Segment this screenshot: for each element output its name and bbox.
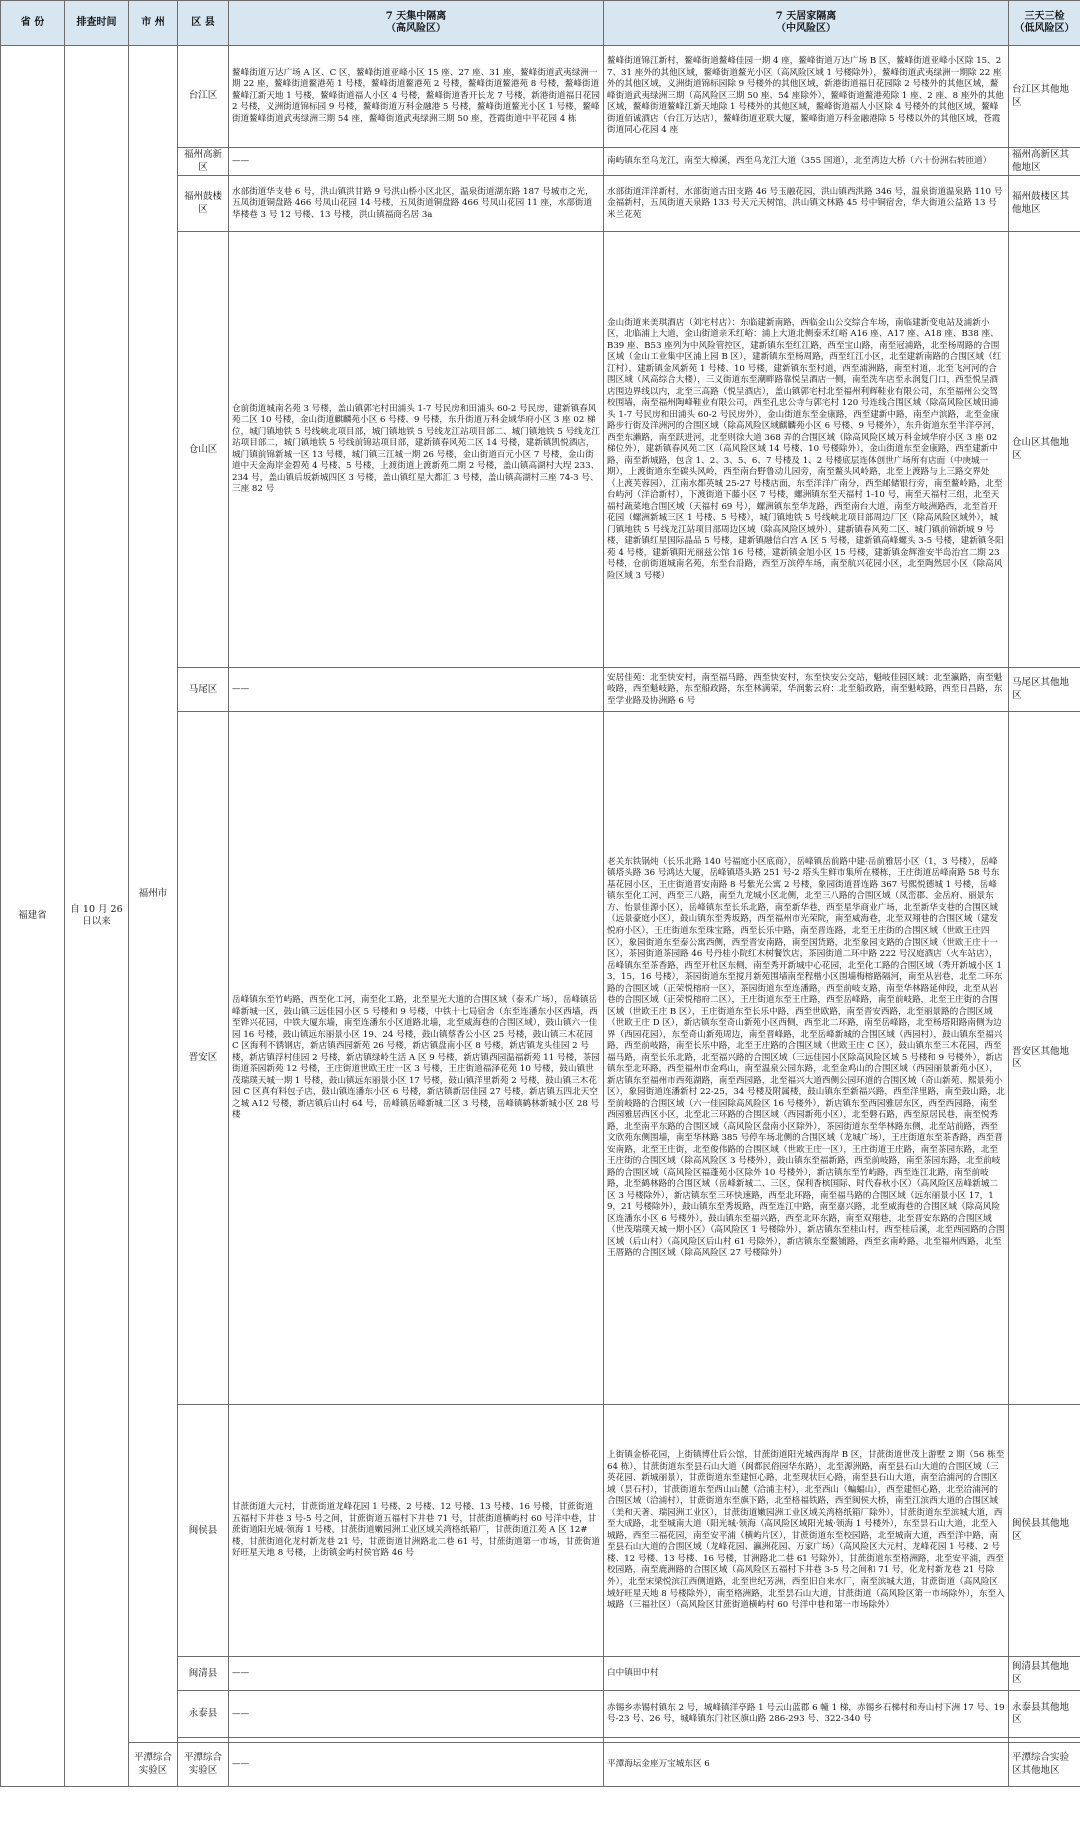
high-risk-cell: 岳峰镇东至竹屿路，西至化工河，南至化工路，北至星光大道的合围区域（泰禾广场），岳峰镇岳峰新城一区，鼓山镇三远佳园小区 5 号楼和 9 号楼，中铁十七局宿舍（东至连潘东小区西墙，西至铧兴花园，中铁大厦东墙，南至连潘东小区道路北墙，北至威海巷的合围区域），鼓山镇六一佳园 16 号楼，鼓山镇远东丽景小区 19、24 号楼，鼓山镇蔡香公小区 25 号楼，鼓山镇三木花园 C 区海利不锈钢店，新店镇西园新苑 26 号楼，新店镇盘南小区 8 号楼，新店镇龙头佳园 2 号楼，新店镇浮村佳园 2 号楼，新店镇绿岭生活 A 区 9 号楼，新店镇西园温福新苑 11 号楼，茶园街道茶园新苑 12 号楼，王庄街道世欧王庄一区 3 号楼，王庄街道福泽花苑 10 号楼，鼓山镇世茂瑞璞天城一期 1 号楼，鼓山镇远东丽景小区 17 号楼，鼓山镇洋里新苑 2 号楼，鼓山镇三木花园 C 区真有料包子店，鼓山镇连潘东小区 6 号楼，新店镇新居佳园 27 号楼，新店镇五四北天空之城 A12 号楼，新店镇后山村 64 号，岳峰镇岳峰新城二区 3 号楼，岳峰镇鹤林新城小区 28 号楼 [229,712,604,1405]
header-check-time: 排查时间 [65,1,129,46]
low-risk-cell: 平潭综合实验区其他地区 [1009,1743,1080,1787]
district-cell: 马尾区 [178,668,229,712]
mid-risk-cell: 安居佳苑：北至快安村，南至福马路，西至快安村，东至快安公交站，魁岐佳园区域：北至瀛路，南至魁岐路，西至魁岐路，东至船政路，东至林满荣，华润紫云府：北至船政路，南至魁岐路，西至日昌路，东至学业路及协洲路 6 号 [604,668,1009,712]
low-risk-cell: 晋安区其他地区 [1009,712,1080,1405]
high-risk-cell: 甘蔗街道大元村，甘蔗街道龙峰花园 1 号楼、2 号楼、12 号楼、13 号楼、16 号楼，甘蔗街道五福村下井巷 3 号-5 号之间，甘蔗街道五福村下井巷 71 号，甘蔗街道横屿村 60 号洋中巷，甘蔗街道阳光城·领海 1 号楼，甘蔗街道嫩园洲工业区域关湾格纸箱厂，甘蔗街道江苑 A 区 12#楼，甘蔗街道化龙村新龙巷 21 号，甘蔗街道甘洲路北二巷 61 号，甘蔗街道第一市场，甘蔗街道好旺星天地 8 号楼，上街镇金屿村侯官路 46 号 [229,1405,604,1657]
district-cell: 福州高新区 [178,148,229,176]
city-cell: 平潭综合实验区 [129,1743,178,1787]
mid-risk-cell: 鳌峰街道锦江新村，鳌峰街道鳌峰佳园一期 4 座，鳌峰街道万达广场 B 区，鳌峰街道亚峰小区除 15、27、31 座外的其他区域，鳌峰街道鳌光小区（高风险区域 1 号楼除外），鳌峰街道武夷绿洲一期除 22 座外的其他区域，义洲街道锦标园除 9 号楼外的其他区域，新港街道福日花园除 2 号楼外的其他区域，鳌峰街道武夷绿洲三期（高风险区三期 50 座、54 座除外），鳌峰街道鳌港苑除 1 座、2 座、8 座外的其他区域，鳌峰街道鳌峰江新天地除 1 号楼外的其他区域，鳌峰街道福人小区除 4 号楼外的其他区域，鳌峰街道佰诚酒店（台江万达店），鳌峰街道亚联大厦，鳌峰街道万科金融港除 5 号楼以外的其他区域，苍霞街道同心花园 4 座 [604,46,1009,148]
low-risk-cell: 永泰县其他地区 [1009,1691,1080,1738]
mid-risk-cell: 上街镇金桥花园，上街镇博仕后公馆，甘蔗街道阳光城西海岸 B 区，甘蔗街道世茂上游墅 2 期（56 栋至 64 栋），甘蔗街道东至县石山大道（闽都民俗园华东路），北至源洲路，南至县石山大道的合围区域（三英花园、新城丽景），甘蔗街道东至建恒心路，北至现状巨心路，南至县石山大道，南至洽浦河的合围区域（昙石村），甘蔗街道东至西山山麓（洽浦主村），北至西山（蝙蝠山），西至建恒心路，北至洽浦河的合围区域（洽浦村），甘蔗街道东至旗下路，北至格福铁路，西至闽侯大桥，南至江滨西大道的合围区域（美和天著、瑞园洲工业区），甘蔗街道嫩园洲工业区域关湾格纸箱厂除外），甘蔗街道东至滨城大道，西至大成路，北至城南大道（阳光城·领海（高风险区域阳光城·领海 1 号楼外），东至昙石山大道，北至入城路，西至三福花园，南至安平浦（横屿片区），甘蔗街道东至校园路，北至城南大道，西至洋中路，南至县石山大道的合围区域（龙峰花园、瀛洲花园、万家广场）（高风险区大元村，龙峰花园 1 号楼、2 号楼、12 号楼、13 号楼、16 号楼，甘洲路北二巷 61 号除外），甘蔗街道东至格洲路，北至安平浦，西至校园路，南至鹿洲路的合围区域（高风险区五福村下井巷 3-5 号之间和 71 号，化龙村新龙巷 21 号除外），北至宋梁悦滨江西侧道路，北至世纪芳洲，西至旧自来水厂，南至滨城大道，甘蔗街道（高风险区域好旺星天地 8 号楼除外），南至格洲路，北至昙石山大道，甘蔗街道（高风险区第一市场除外），东至入城路（三福社区）（高风险区甘蔗街道横屿村 60 号洋中巷和第一市场除外） [604,1405,1009,1657]
header-high-risk: 7 天集中隔离 （高风险区） [229,1,604,46]
high-risk-cell: —— [229,148,604,176]
low-risk-cell: 闽清县其他地区 [1009,1657,1080,1691]
high-risk-cell: 仓前街道城南名苑 3 号楼，盖山镇郭宅村田浦头 1-7 号民房和田浦头 60-2 号民房，建新镇春风苑二区 10 号楼，金山街道麒麟苑小区 6 号楼、9 号楼，东升街道万科金域华府小区 3 座 02 梯位，城门镇地铁 5 号线峡北项目部，城门镇地铁 5 号线龙江站项目部二、城门镇地铁 5 号线龙江站项目部二，城门镇地铁 5 号线前锦站项目部，建新镇春风苑二区 14 号楼，建新镇凯悦酒店，城门镇前锦新城一区 13 号楼，城门镇三江城一期 26 号楼，金山街道百元小区 7 号楼，金山街道中天金海岸金碧苑 4 号楼、5 号楼，上渡街道上渡新苑二期 2 号楼，盖山镇高湖村大埕 233、234 号，盖山镇后坂新城四区 3 号楼，盖山镇红星大都汇 3 号楼，盖山镇高湖村三座 74-3 号、三座 82 号 [229,232,604,668]
low-risk-cell: 台江区其他地区 [1009,46,1080,148]
header-low-risk: 三天三检 （低风险区） [1009,1,1080,46]
district-cell: 台江区 [178,46,229,148]
district-cell: 永泰县 [178,1691,229,1738]
table-row [1,46,1080,148]
low-risk-cell: 福州鼓楼区其他地区 [1009,176,1080,232]
check-time-cell: 自 10 月 26 日以来 [65,46,129,1787]
province-cell: 福建省 [1,46,65,1787]
header-city: 市 州 [129,1,178,46]
low-risk-cell: 仓山区其他地区 [1009,232,1080,668]
high-risk-cell: —— [229,1691,604,1738]
high-risk-cell: 水部街道华支巷 6 号，洪山镇洪甘路 9 号洪山桥小区北区，温泉街道湖东路 187 号城市之光，五凤街道铜盘路 466 号凤山花园 14 号楼，五凤街道铜盘路 466 号凤山花园 11 座，水部街道华楼巷 3 号 12 号楼、13 号楼，洪山镇福商名居 3a [229,176,604,232]
district-cell: 闽侯县 [178,1405,229,1657]
mid-risk-cell: 白中镇田中村 [604,1657,1009,1691]
low-risk-cell: 闽侯县其他地区 [1009,1405,1080,1657]
high-risk-cell: —— [229,1743,604,1787]
mid-risk-cell: 老关东铁锅炖（长乐北路 140 号福庭小区底商），岳峰镇岳前路中建·岳前雅居小区（1，3 号楼），岳峰镇塔头路 36 号鸿达大厦，岳峰镇塔头路 251 号-2 塔头生鲜市集所在楼栋，王庄街道岳峰南路 58 号东基花园小区，王庄街道晋安南路 8 号紫光公寓 2 号楼，象园街道晋连路 367 号熙悦德城 1 号楼，岳峰镇东至化工河，西至三八路，南至九龙城小区北侧，北至三八路的合围区域（凤峦郡、金岳府、丽景东方、怡景佳源小区），岳峰镇东至长乐北路，南至新华巷，西至星华商业广场，北至新华支巷的合围区域（远景豪庭小区），鼓山镇东至秀坂路，西至福州市光荣院，南至威海巷，北至双翔巷的合围区域（建发悦府小区），王庄街道东至珠宝路，西至长乐中路，南至晋连路，北至王庄街的合围区域（世欧王庄四区），象园街道东至泰公寓西侧，西至晋安南路，南至国货路，北至象园支路的合围区域（世欧王庄十一区），茶园街道茶园路 46 号丹桂小院红木树餐饮店，茶园街道二环中路 222 号汉庭酒店（火车站店），岳峰镇东至茶香路，西至开杜区东侧，南至秀开新城中心花园，北至化工路的合围区域（秀开新城小区 13，15，16 号楼），茶园街道东至搅月新苑围墙南至程楷小区围墙梅榕路隔河，南至从岩巷，北至二环东路的合围区域（正荣悦榕府一区），茶园街道东至连潘路，西至前岐支路，南至华林路延伸段，北至从岩巷的合围区域（正荣悦榕府二区），王庄街道东至王庄路，西至岳峰路，南至前岐路，北至王庄街的合围区域（世欧王庄 B 区），王庄街道东至长乐中路，西至世欧路，南至晋安西路，北至丽景路的合围区域（世欧王庄 D 区），新店镇东至奇山新苑小区西侧，西至北二环路，南至岳峰路，北至杨塔阳路南侧为边界（西园花园），东至奇山新苑周边，南至晋峰路，北至岳峰新城的合围区域（西园村），鼓山镇东至福兴路，西至前岐路，南至长乐中路，北至王庄路的合围区域（世欧王庄 C 区），鼓山镇东至三木花园，西至福马路，南至长乐北路，北至福兴路的合围区域（三远佳园小区除高风险区域 5 号楼和 9 号楼外），新店镇东至北环路，西至福州市金鸡山，南至温泉公园东路，北至金鸡山的合围区域（西园丽景新苑小区），新店镇东至福州市西苑湖路，南至西园路，北至福兴大道西侧公园环道的合围区域（奇山新苑、熙景苑小区），象园街道连潘新村 22-25，34 号楼及附属楼，鼓山镇东至新福兴路，西至洋里路，南至鼓山路，北至前岐路的合围区域（六一佳园除高风险区 16 号楼外），新店镇东至西园雅居东区，西至西园路，南至西园雅居西区小区，北至北三环路的合围区域（西园新苑小区），北至磐石路，西至原居民巷，南至悦秀路，北至南平东路的合围区域（高风险区盘南小区除外），茶园街道东至华林路东侧，北至站前路，西至文欣苑东侧围墙，南至华林路 385 号停车场北侧的合围区域（龙城广场），王庄街道东至茶香路，西至晋安南路，北至王庄街，北至俊伟路的合围区域（世欧王庄一区），王庄街道王庄路，南至茶园东路，北至王庄街的合围区域（除高风险区 3 号楼外），鼓山镇东至福新路，西至前岐路，南至茶园东路，北至前岐路的合围区域（高风险区福蓬苑小区除外 10 号楼外），新店镇东至竹屿路，西至连江北路，南至前岐路，北至鹤林路的合围区域（岳峰新城二、三区，保利香槟国际、时代春秋小区）（高风险区岳峰新城二区 3 号楼除外），新店镇东至三环快速路，西至北环路，南至福马路的合围区域（远东丽景小区 17，19，21 号楼除外），鼓山镇东至秀坂路，西至连江中路，南至嘉兴路，北至威海巷的合围区域（除高风险区连潘东小区 6 号楼外），鼓山镇东至福兴路，西至北环东路，南至双翔巷，北至晋安东路的合围区域（世茂瑞璞天城一期小区）（高风险区 1 号楼除外），新店镇东至桂山村，西至桂后溪，北至西园路的合围区域（后山村）（高风险区后山村 61 号除外），新店镇东至鳌铺路，西至玄南岭路，北至福州西路，北至王厝路的合围区域（除高风险区 27 号楼除外） [604,712,1009,1405]
header-district: 区 县 [178,1,229,46]
city-cell: 福州市 [129,46,178,1743]
mid-risk-cell: 南屿镇东至乌龙江，南至大樟溪，西至乌龙江大道（355 国道），北至湾边大桥（六十份洲右转匝道） [604,148,1009,176]
district-cell: 晋安区 [178,712,229,1405]
high-risk-cell: 鳌峰街道万达广场 A 区、C 区，鳌峰街道亚峰小区 15 座、27 座、31 座，鳌峰街道武夷绿洲一期 22 座，鳌峰街道鳌港苑 1 号楼，鳌峰街道鳌港苑 2 号楼，鳌峰街道鳌港苑 8 号楼，鳌峰街道鳌峰江新天地 1 号楼，鳌峰街道福人小区 4 号楼，鳌峰街道香开长龙 7 号楼，新港街道福日花园 2 号楼，义洲街道锦标园 9 号楼，鳌峰街道万科金融港 5 号楼，鳌峰街道鳌光小区 1 号楼，鳌峰街道鳌峰街道武夷绿洲三期 54 座，鳌峰街道武夷绿洲三期 50 座，苍霞街道中平花园 4 栋 [229,46,604,148]
table-row [1,1743,1080,1787]
table-header-row [1,1,1080,46]
low-risk-cell: 马尾区其他地区 [1009,668,1080,712]
mid-risk-cell: 金山街道来美琪酒店（刘宅村店）：东临建新南路，西临金山公交综合车场，南临建新变电站及浦新小区，北临浦上大道，金山街道亲禾红峪：浦上大道北侧泰禾红峪 A16 座、A17 座、A18 座、B38 座、B39 座、B53 座列为中风险管控区，建新镇东至红江路，西至宝山路，南至冠浦路，北至杨周路的合围区域（金山工业集中区浦上园 B 区），建新镇东至杨周路，西至红江小区，北至建新南路的合围区域（红江村），建新镇金风新苑 1 号楼、10 号楼，建新镇东至村道，西至浦洲路，南至村道，北至飞河河的合围区域（风高综合大楼），三义街道东至潮畔路靠悦呈酒店一侧，南至洗车店至永润复门口，西至悦呈酒店围边界线以内，北至三高路（悦呈酒店），盖山镇郭宅村北至福州利辉鞋业有限公司，东至福州公交驾校围墙，南至福州陶峰鞋业有限公司，西至孔忠公寺与郭宅村 120 号连线合围区域（除高风险区域田浦头 1-7 号民房和田浦头 60-2 号民房外），金山街道东至金康路，西至建新中路，南至卢滨路，北至金康路步行街及洋洲河的合围区域（除高风险区域麒麟苑小区 6 号楼、9 号楼外），东升街道东至半洋亭河，西至东濑路，南至跃进河，北至则徐大道 368 弄的合围区域（除高风险区域万科金域华府小区 3 座 02 梯位外），建新镇春风苑二区（高风险区域 14 号楼、10 号楼除外），金山街道东至金康路，西至建新中路，南至新城路，包含 1、2、3、5、6、7 号楼及 1、2 号楼底层连体创世广场所有店面（中庚城一期），上渡街道东至碳头风岭，西至南台野鲁动儿园旁，南至鳌头风岭路，北至上渡路与上三路交界处（上渡芙蓉园），江南水都英城 25-27 号楼店面，东至洋洋广南分，西至邮储银行旁，南至鳌岭路，北至台屿河（洋洽新村），下渡街道下藤小区 7 号楼，螺洲镇东至天福村 1-10 号，南至天福村三组，北至天福村蔬菜地合围区域（天福村 69 号），螺洲镇东至华龙路，西至南台大道，南至方岐洲路西，北至首开花园（螺洲新城三区 1 号楼、5 号楼），城门镇地铁 5 号线峡北项目部周边厂区（除高风险区域外），城门镇地铁 5 号线龙江站项目部周边区域（除高风险区域外），建新镇春风苑二区、城门镇前锦新城 9 号楼，建新镇红星国际晶品 5 号楼，建新镇融信白宫 A 区 5 号楼，建新镇高峰螺头 3-5 号楼，建新镇冬阳苑 4 号楼，建新镇阳光丽兹公馆 16 号楼，建新镇金旭小区 15 号楼，建新镇金辉淮安半岛治宫二期 23 号楼，仓前街道城南名苑，东至台沿路，西至万滨停车场，南至航兴花园小区，北至陶然居小区（除高风险区域 3 号楼） [604,232,1009,668]
header-province: 省 份 [1,1,65,46]
district-cell: 仓山区 [178,232,229,668]
mid-risk-cell: 平潭海坛金座万宝城东区 6 [604,1743,1009,1787]
mid-risk-cell: 水部街道洋洋新村，水部街道古田支路 46 号玉融花园，洪山镇西洪路 346 号，温泉街道温泉路 110 号金福新村，五凤街道天泉路 133 号天元天树馆，洪山镇文林路 45 号中铜宿舍，华大街道公益路 13 号米兰花苑 [604,176,1009,232]
district-cell: 福州鼓楼区 [178,176,229,232]
district-cell: 闽清县 [178,1657,229,1691]
mid-risk-cell: 赤锡乡赤锡村镇东 2 号，城峰镇洋亭路 1 号云山蓝郡 6 幢 1 梯，赤锡乡石梯村和寿山村下洲 17 号、19 号-23 号、26 号，城峰镇东门社区旗山路 286-293 号、322-340 号 [604,1691,1009,1738]
district-cell: 平潭综合实验区 [178,1743,229,1787]
header-mid-risk: 7 天居家隔离 （中风险区） [604,1,1009,46]
high-risk-cell: —— [229,1657,604,1691]
low-risk-cell: 福州高新区其他地区 [1009,148,1080,176]
high-risk-cell: —— [229,668,604,712]
